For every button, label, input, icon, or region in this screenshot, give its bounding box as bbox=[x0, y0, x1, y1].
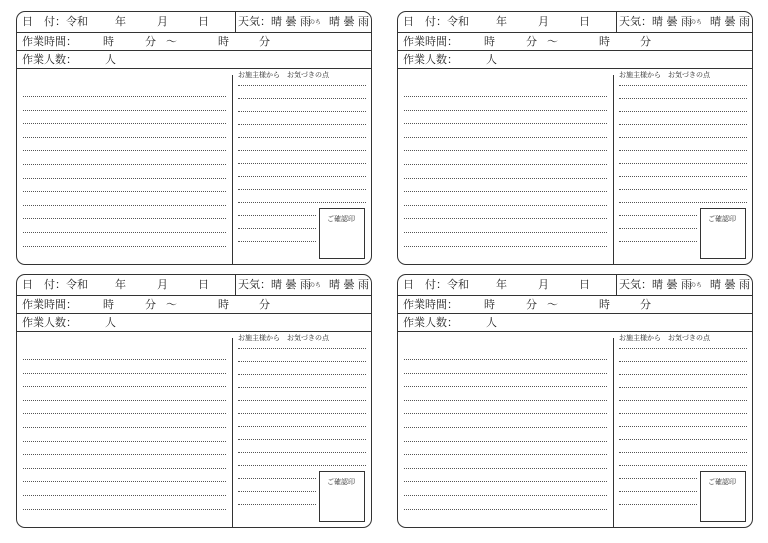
note-line bbox=[619, 439, 747, 440]
month-label: 月 bbox=[538, 278, 549, 291]
stamp-label: ご確認印 bbox=[327, 215, 355, 223]
note-line bbox=[238, 189, 366, 190]
writing-line bbox=[23, 386, 226, 387]
note-line bbox=[238, 387, 366, 388]
stamp-label: ご確認印 bbox=[708, 215, 736, 223]
writing-line bbox=[404, 96, 607, 97]
weather-then: のち bbox=[690, 19, 703, 26]
note-line bbox=[619, 176, 747, 177]
writing-line bbox=[404, 413, 607, 414]
note-line bbox=[238, 413, 366, 414]
client-note-label: お施主様から お気づきの点 bbox=[619, 71, 710, 79]
note-line bbox=[619, 465, 747, 466]
notes-area bbox=[17, 69, 371, 264]
note-line bbox=[619, 241, 697, 242]
writing-line bbox=[404, 441, 607, 442]
note-line bbox=[238, 85, 366, 86]
writing-line bbox=[404, 164, 607, 165]
stamp-label: ご確認印 bbox=[327, 478, 355, 486]
weather-then: のち bbox=[309, 282, 322, 289]
weather-after: 晴 曇 雨 bbox=[710, 278, 750, 291]
writing-line bbox=[404, 400, 607, 401]
writing-line bbox=[23, 178, 226, 179]
year-label: 年 bbox=[496, 15, 507, 28]
month-label: 月 bbox=[157, 278, 168, 291]
confirmation-stamp-box bbox=[700, 471, 746, 522]
note-line bbox=[619, 202, 747, 203]
writing-line bbox=[404, 123, 607, 124]
tilde: 〜 bbox=[547, 298, 558, 311]
weather-after: 晴 曇 雨 bbox=[329, 278, 369, 291]
year-label: 年 bbox=[115, 278, 126, 291]
client-note-label: お施主様から お気づきの点 bbox=[238, 71, 329, 79]
writing-line bbox=[23, 164, 226, 165]
writing-line bbox=[23, 96, 226, 97]
date-label: 日 付：令和 bbox=[403, 15, 469, 28]
writing-line bbox=[23, 481, 226, 482]
report-card-2 bbox=[397, 11, 753, 265]
writing-line bbox=[23, 150, 226, 151]
work-time-label: 作業時間： bbox=[403, 35, 458, 48]
note-line bbox=[619, 228, 697, 229]
note-line bbox=[619, 85, 747, 86]
note-line bbox=[619, 413, 747, 414]
writing-line bbox=[23, 191, 226, 192]
writing-line bbox=[404, 481, 607, 482]
work-time-label: 作業時間： bbox=[22, 298, 77, 311]
writing-line bbox=[404, 495, 607, 496]
start-minute-label: 分 bbox=[526, 35, 537, 48]
writing-line bbox=[23, 468, 226, 469]
start-minute-label: 分 bbox=[526, 298, 537, 311]
note-line bbox=[619, 387, 747, 388]
note-line bbox=[238, 124, 366, 125]
start-minute-label: 分 bbox=[145, 298, 156, 311]
note-line bbox=[238, 374, 366, 375]
writing-line bbox=[23, 373, 226, 374]
note-line bbox=[619, 361, 747, 362]
writing-line bbox=[404, 150, 607, 151]
writing-line bbox=[404, 454, 607, 455]
date-label: 日 付：令和 bbox=[403, 278, 469, 291]
client-note-label: お施主様から お気づきの点 bbox=[619, 334, 710, 342]
writing-line bbox=[23, 509, 226, 510]
writing-line bbox=[404, 468, 607, 469]
day-label: 日 bbox=[579, 278, 590, 291]
day-label: 日 bbox=[198, 15, 209, 28]
start-hour-label: 時 bbox=[484, 35, 495, 48]
writing-line bbox=[404, 137, 607, 138]
weather-after: 晴 曇 雨 bbox=[329, 15, 369, 28]
writing-line bbox=[23, 137, 226, 138]
note-line bbox=[619, 215, 697, 216]
confirmation-stamp-box bbox=[319, 208, 365, 259]
note-line bbox=[619, 137, 747, 138]
writing-line bbox=[23, 427, 226, 428]
workers-label: 作業人数： bbox=[403, 53, 458, 66]
end-hour-label: 時 bbox=[599, 298, 610, 311]
note-line bbox=[238, 202, 366, 203]
report-card-4 bbox=[397, 274, 753, 528]
end-hour-label: 時 bbox=[218, 35, 229, 48]
stamp-label: ご確認印 bbox=[708, 478, 736, 486]
writing-line bbox=[23, 495, 226, 496]
writing-line bbox=[23, 441, 226, 442]
end-minute-label: 分 bbox=[259, 298, 270, 311]
writing-line bbox=[404, 386, 607, 387]
client-note-label: お施主様から お気づきの点 bbox=[238, 334, 329, 342]
note-line bbox=[238, 137, 366, 138]
writing-line bbox=[404, 359, 607, 360]
note-line bbox=[238, 504, 316, 505]
note-line bbox=[238, 111, 366, 112]
end-hour-label: 時 bbox=[218, 298, 229, 311]
note-line bbox=[619, 111, 747, 112]
start-hour-label: 時 bbox=[103, 298, 114, 311]
start-hour-label: 時 bbox=[103, 35, 114, 48]
month-label: 月 bbox=[538, 15, 549, 28]
tilde: 〜 bbox=[166, 35, 177, 48]
year-label: 年 bbox=[496, 278, 507, 291]
note-line bbox=[619, 452, 747, 453]
day-label: 日 bbox=[579, 15, 590, 28]
person-label: 人 bbox=[486, 53, 497, 66]
writing-line bbox=[404, 246, 607, 247]
note-line bbox=[238, 163, 366, 164]
notes-area bbox=[398, 69, 752, 264]
note-line bbox=[238, 176, 366, 177]
note-line bbox=[238, 452, 366, 453]
writing-line bbox=[404, 110, 607, 111]
weather-after: 晴 曇 雨 bbox=[710, 15, 750, 28]
note-line bbox=[619, 478, 697, 479]
date-label: 日 付：令和 bbox=[22, 15, 88, 28]
workers-label: 作業人数： bbox=[22, 53, 77, 66]
weather-label: 天気：晴 曇 雨 bbox=[619, 15, 692, 28]
report-card-1 bbox=[16, 11, 372, 265]
note-line bbox=[238, 478, 316, 479]
note-line bbox=[238, 241, 316, 242]
end-minute-label: 分 bbox=[640, 35, 651, 48]
work-time-label: 作業時間： bbox=[403, 298, 458, 311]
writing-line bbox=[23, 413, 226, 414]
writing-line bbox=[23, 400, 226, 401]
writing-line bbox=[404, 509, 607, 510]
note-line bbox=[238, 465, 366, 466]
note-line bbox=[619, 504, 697, 505]
writing-line bbox=[404, 232, 607, 233]
day-label: 日 bbox=[198, 278, 209, 291]
date-label: 日 付：令和 bbox=[22, 278, 88, 291]
note-line bbox=[619, 98, 747, 99]
weather-label: 天気：晴 曇 雨 bbox=[238, 15, 311, 28]
writing-line bbox=[23, 110, 226, 111]
writing-line bbox=[404, 427, 607, 428]
header-divider bbox=[616, 12, 617, 33]
writing-line bbox=[23, 205, 226, 206]
writing-line bbox=[23, 218, 226, 219]
weather-then: のち bbox=[690, 282, 703, 289]
note-line bbox=[238, 439, 366, 440]
writing-line bbox=[404, 218, 607, 219]
note-line bbox=[238, 426, 366, 427]
note-line bbox=[619, 150, 747, 151]
notes-divider bbox=[613, 338, 614, 527]
work-time-label: 作業時間： bbox=[22, 35, 77, 48]
start-hour-label: 時 bbox=[484, 298, 495, 311]
note-line bbox=[238, 491, 316, 492]
person-label: 人 bbox=[105, 53, 116, 66]
end-minute-label: 分 bbox=[640, 298, 651, 311]
writing-line bbox=[23, 246, 226, 247]
workers-label: 作業人数： bbox=[22, 316, 77, 329]
writing-line bbox=[23, 123, 226, 124]
note-line bbox=[619, 374, 747, 375]
note-line bbox=[238, 98, 366, 99]
end-hour-label: 時 bbox=[599, 35, 610, 48]
notes-divider bbox=[232, 338, 233, 527]
note-line bbox=[238, 228, 316, 229]
notes-area bbox=[398, 332, 752, 527]
note-line bbox=[238, 361, 366, 362]
writing-line bbox=[23, 454, 226, 455]
weather-label: 天気：晴 曇 雨 bbox=[238, 278, 311, 291]
notes-area bbox=[17, 332, 371, 527]
tilde: 〜 bbox=[166, 298, 177, 311]
tilde: 〜 bbox=[547, 35, 558, 48]
header-divider bbox=[235, 12, 236, 33]
notes-divider bbox=[613, 75, 614, 264]
note-line bbox=[238, 150, 366, 151]
weather-label: 天気：晴 曇 雨 bbox=[619, 278, 692, 291]
workers-label: 作業人数： bbox=[403, 316, 458, 329]
writing-line bbox=[404, 191, 607, 192]
note-line bbox=[238, 348, 366, 349]
report-card-3 bbox=[16, 274, 372, 528]
end-minute-label: 分 bbox=[259, 35, 270, 48]
confirmation-stamp-box bbox=[700, 208, 746, 259]
note-line bbox=[619, 163, 747, 164]
start-minute-label: 分 bbox=[145, 35, 156, 48]
note-line bbox=[619, 189, 747, 190]
note-line bbox=[619, 491, 697, 492]
note-line bbox=[619, 124, 747, 125]
header-divider bbox=[235, 275, 236, 296]
month-label: 月 bbox=[157, 15, 168, 28]
confirmation-stamp-box bbox=[319, 471, 365, 522]
writing-line bbox=[404, 178, 607, 179]
writing-line bbox=[404, 205, 607, 206]
note-line bbox=[619, 400, 747, 401]
writing-line bbox=[23, 359, 226, 360]
writing-line bbox=[23, 232, 226, 233]
weather-then: のち bbox=[309, 19, 322, 26]
notes-divider bbox=[232, 75, 233, 264]
header-divider bbox=[616, 275, 617, 296]
note-line bbox=[619, 426, 747, 427]
year-label: 年 bbox=[115, 15, 126, 28]
person-label: 人 bbox=[486, 316, 497, 329]
writing-line bbox=[404, 373, 607, 374]
person-label: 人 bbox=[105, 316, 116, 329]
note-line bbox=[238, 215, 316, 216]
note-line bbox=[238, 400, 366, 401]
note-line bbox=[619, 348, 747, 349]
